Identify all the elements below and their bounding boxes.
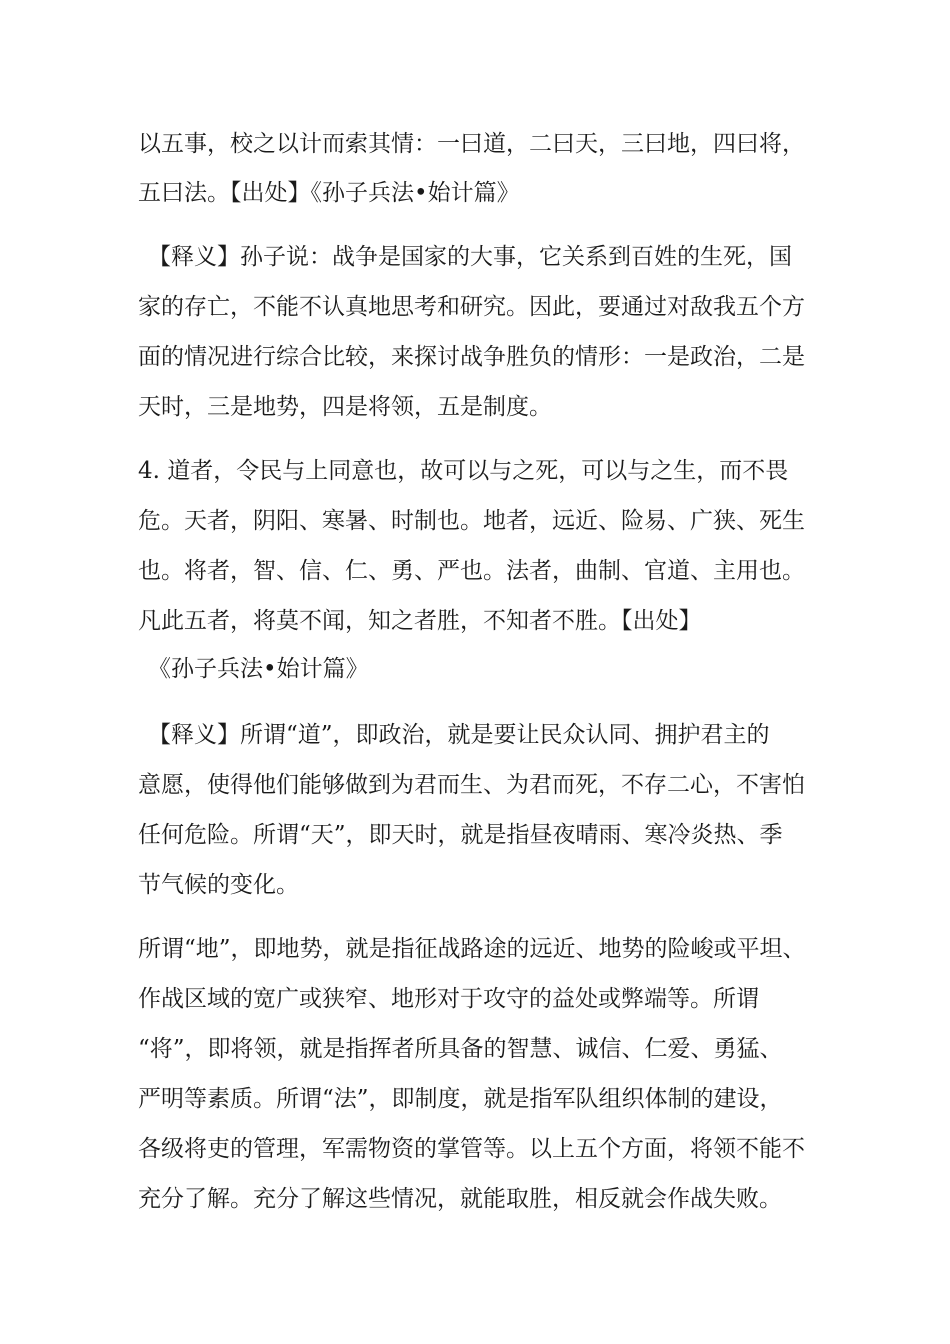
text-line-1: 以五事，校之以计而索其情：一曰道，二曰天，三曰地，四曰将， bbox=[138, 131, 805, 157]
text-line-2: 五曰法。【出处】《孙子兵法•始计篇》 bbox=[138, 180, 520, 206]
text-line-5: 面的情况进行综合比较，来探讨战争胜负的情形：一是政治，二是 bbox=[138, 344, 805, 370]
text-line-8: 危。天者，阴阳、寒暑、时制也。地者，远近、险易、广狭、死生 bbox=[138, 508, 805, 534]
text-line-20: 各级将吏的管理，军需物资的掌管等。以上五个方面，将领不能不 bbox=[138, 1136, 805, 1162]
text-line-14: 任何危险。所谓“天”，即天时，就是指昼夜晴雨、寒冷炎热、季 bbox=[138, 822, 783, 848]
text-line-17: 作战区域的宽广或狭窄、地形对于攻守的益处或弊端等。所谓 bbox=[138, 986, 759, 1012]
text-line-10: 凡此五者，将莫不闻，知之者胜，不知者不胜。【出处】 bbox=[138, 608, 702, 634]
text-line-15: 节气候的变化。 bbox=[138, 872, 299, 898]
text-line-18: “将”，即将领，就是指挥者所具备的智慧、诚信、仁爱、勇猛、 bbox=[138, 1036, 783, 1062]
text-line-16: 所谓“地”，即地势，就是指征战路途的远近、地势的险峻或平坦、 bbox=[138, 936, 806, 962]
text-line-11: 《孙子兵法•始计篇》 bbox=[148, 656, 369, 682]
text-line-19: 严明等素质。所谓“法”，即制度，就是指军队组织体制的建设， bbox=[138, 1086, 783, 1112]
text-line-4: 家的存亡，不能不认真地思考和研究。因此，要通过对敌我五个方 bbox=[138, 294, 805, 320]
text-line-9: 也。将者，智、信、仁、勇、严也。法者，曲制、官道、主用也。 bbox=[138, 558, 805, 584]
text-line-13: 意愿，使得他们能够做到为君而生、为君而死，不存二心，不害怕 bbox=[138, 772, 805, 798]
text-line-6: 天时，三是地势，四是将领，五是制度。 bbox=[138, 394, 552, 420]
text-line-3: 【释义】孙子说：战争是国家的大事，它关系到百姓的生死，国 bbox=[148, 244, 792, 270]
text-line-7: 4. 道者，令民与上同意也，故可以与之死，可以与之生，而不畏 bbox=[138, 458, 789, 484]
text-line-21: 充分了解。充分了解这些情况，就能取胜，相反就会作战失败。 bbox=[138, 1186, 782, 1212]
text-line-12: 【释义】所谓“道”，即政治，就是要让民众认同、拥护君主的 bbox=[148, 722, 770, 748]
